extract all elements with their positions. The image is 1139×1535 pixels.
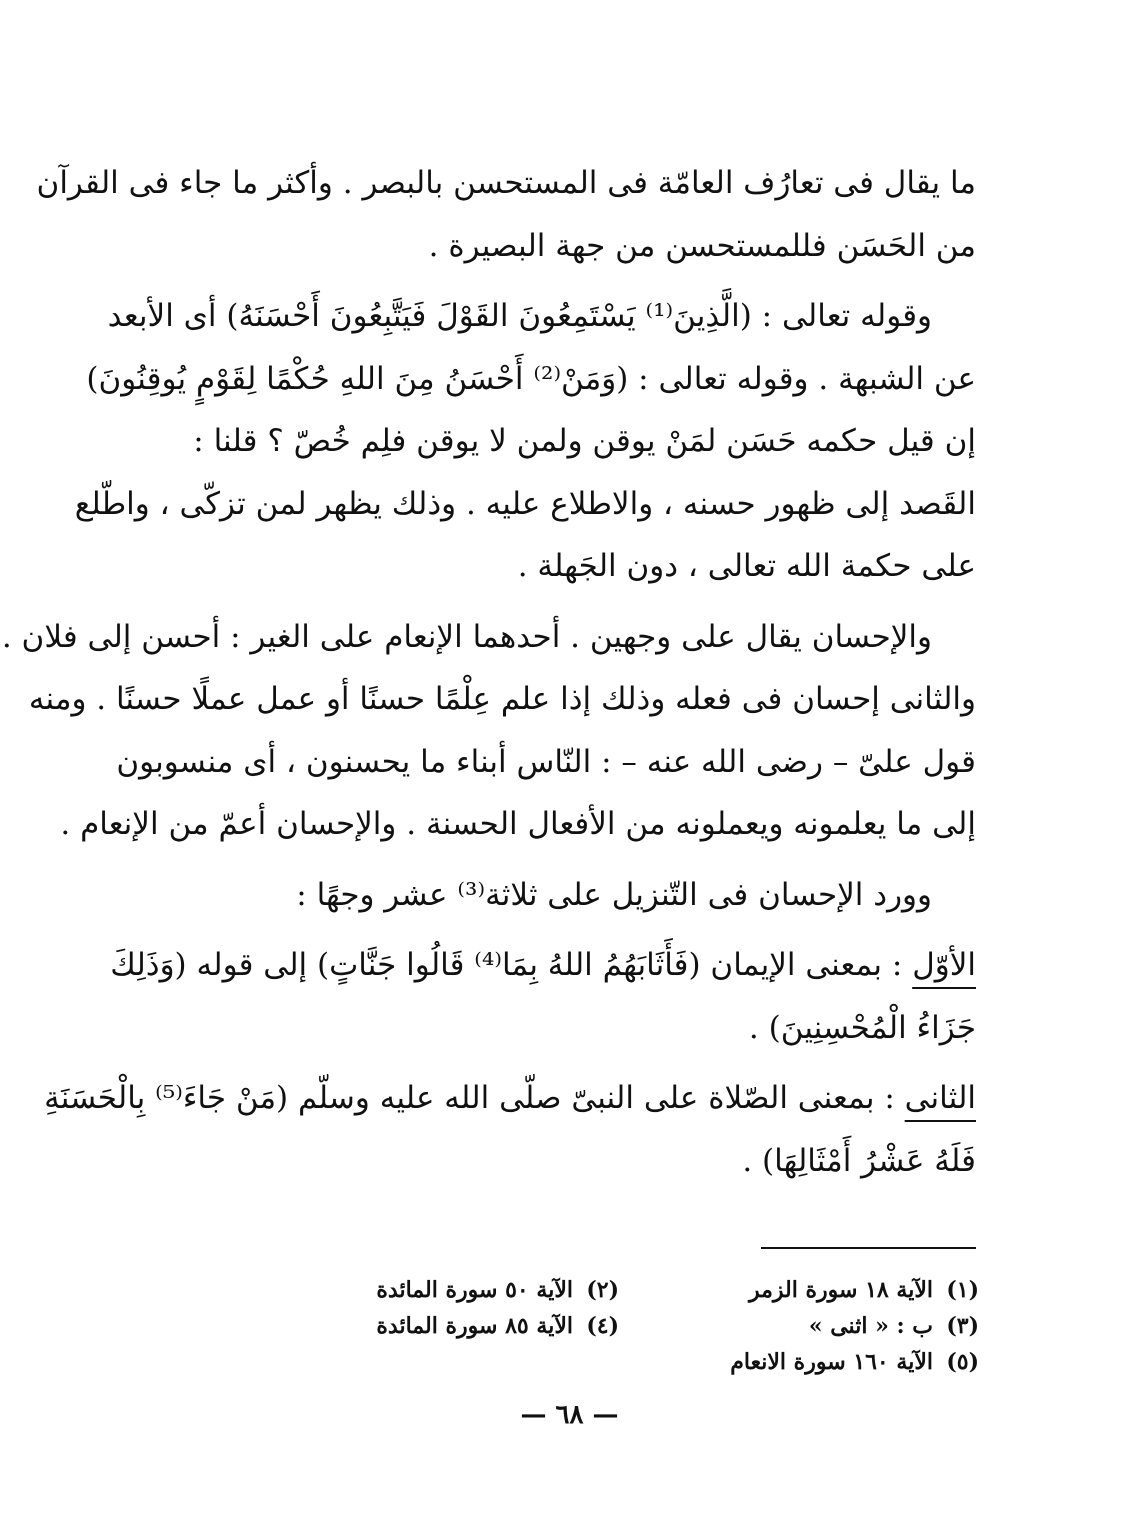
text-line: من الحَسَن فللمستحسن من جهة البصيرة .	[428, 227, 976, 264]
text-line: إلى ما يعلمونه ويعملونه من الأفعال الحسنة . والإحسان أعمّ من الإنعام .	[60, 806, 976, 842]
section-label-second: الثانى	[904, 1080, 976, 1116]
text-line: ما يقال فى تعارُف العامّة فى المستحسن بالبصر . وأكثر ما جاء فى القرآن	[36, 165, 976, 201]
footnote-5: (٥)الآية ١٦٠ سورة الانعام	[730, 1349, 979, 1375]
footnote-separator	[761, 1247, 976, 1249]
text-segment: : بمعنى الصّلاة على النبىّ صلّى الله عليه وسلّم (مَنْ جَاءَ⁽⁵⁾ بِالْحَسَنَةِ	[44, 1080, 905, 1116]
text-line: جَزَاءُ الْمُحْسِنِينَ) .	[748, 1009, 976, 1046]
paragraph-6	[44, 1067, 976, 1192]
paragraph-1	[36, 152, 976, 277]
text-line: وقوله تعالى : (الَّذِينَ⁽¹⁾ يَسْتَمِعُونَ القَوْلَ فَيَتَّبِعُونَ أَحْسَنَهُ) أى الأبعد	[107, 298, 932, 334]
footnotes	[259, 1272, 979, 1380]
footnote-1: (١)الآية ١٨ سورة الزمر	[748, 1277, 979, 1303]
main-text	[1, 152, 976, 1200]
text-line	[110, 934, 976, 997]
text-line: فَلَهُ عَشْرُ أَمْثَالِهَا) .	[742, 1142, 976, 1179]
footnote-4: (٤)الآية ٨٥ سورة المائدة	[376, 1313, 619, 1339]
paragraph-4	[128, 864, 976, 927]
text-line: إن قيل حكمه حَسَن لمَنْ يوقن ولمن لا يوقن فلِم خُصّ ؟ قلنا :	[193, 423, 976, 459]
text-line: القَصد إلى ظهور حسنه ، والاطلاع عليه . وذلك يظهر لمن تزكّى ، واطّلع	[74, 485, 976, 522]
text-line: والإحسان يقال على وجهين . أحدهما الإنعام على الغير : أحسن إلى فلان .	[1, 618, 932, 655]
text-line: عن الشبهة . وقوله تعالى : (وَمَنْ⁽²⁾ أَحْسَنُ مِنَ اللهِ حُكْمًا لِقَوْمٍ يُوقِنُونَ)	[86, 360, 976, 397]
footnote-3: (٣)ب : « اثنى »	[808, 1313, 979, 1339]
text-line	[44, 1067, 976, 1130]
paragraph-5	[110, 934, 976, 1059]
paragraph-2	[74, 285, 976, 598]
footnote-2: (٢)الآية ٥٠ سورة المائدة	[376, 1277, 619, 1303]
text-line: والثانى إحسان فى فعله وذلك إذا علم عِلْمًا حسنًا أو عمل عملًا حسنًا . ومنه	[28, 681, 976, 717]
text-line: وورد الإحسان فى التّنزيل على ثلاثة⁽³⁾ عشر وجهًا :	[296, 876, 932, 913]
page-number: — ٦٨ —	[520, 1400, 619, 1430]
text-line: قول علىّ – رضى الله عنه – : النّاس أبناء ما يحسنون ، أى منسوبون	[116, 743, 976, 780]
paragraph-3	[1, 606, 976, 856]
text-segment: : بمعنى الإيمان (فَأَثَابَهُمُ اللهُ بِمَا⁽⁴⁾ قَالُوا جَنَّاتٍ) إلى قوله (وَذَلِكَ	[110, 947, 913, 983]
text-line: على حكمة الله تعالى ، دون الجَهلة .	[517, 548, 976, 584]
section-label-first: الأوّل	[912, 947, 976, 983]
